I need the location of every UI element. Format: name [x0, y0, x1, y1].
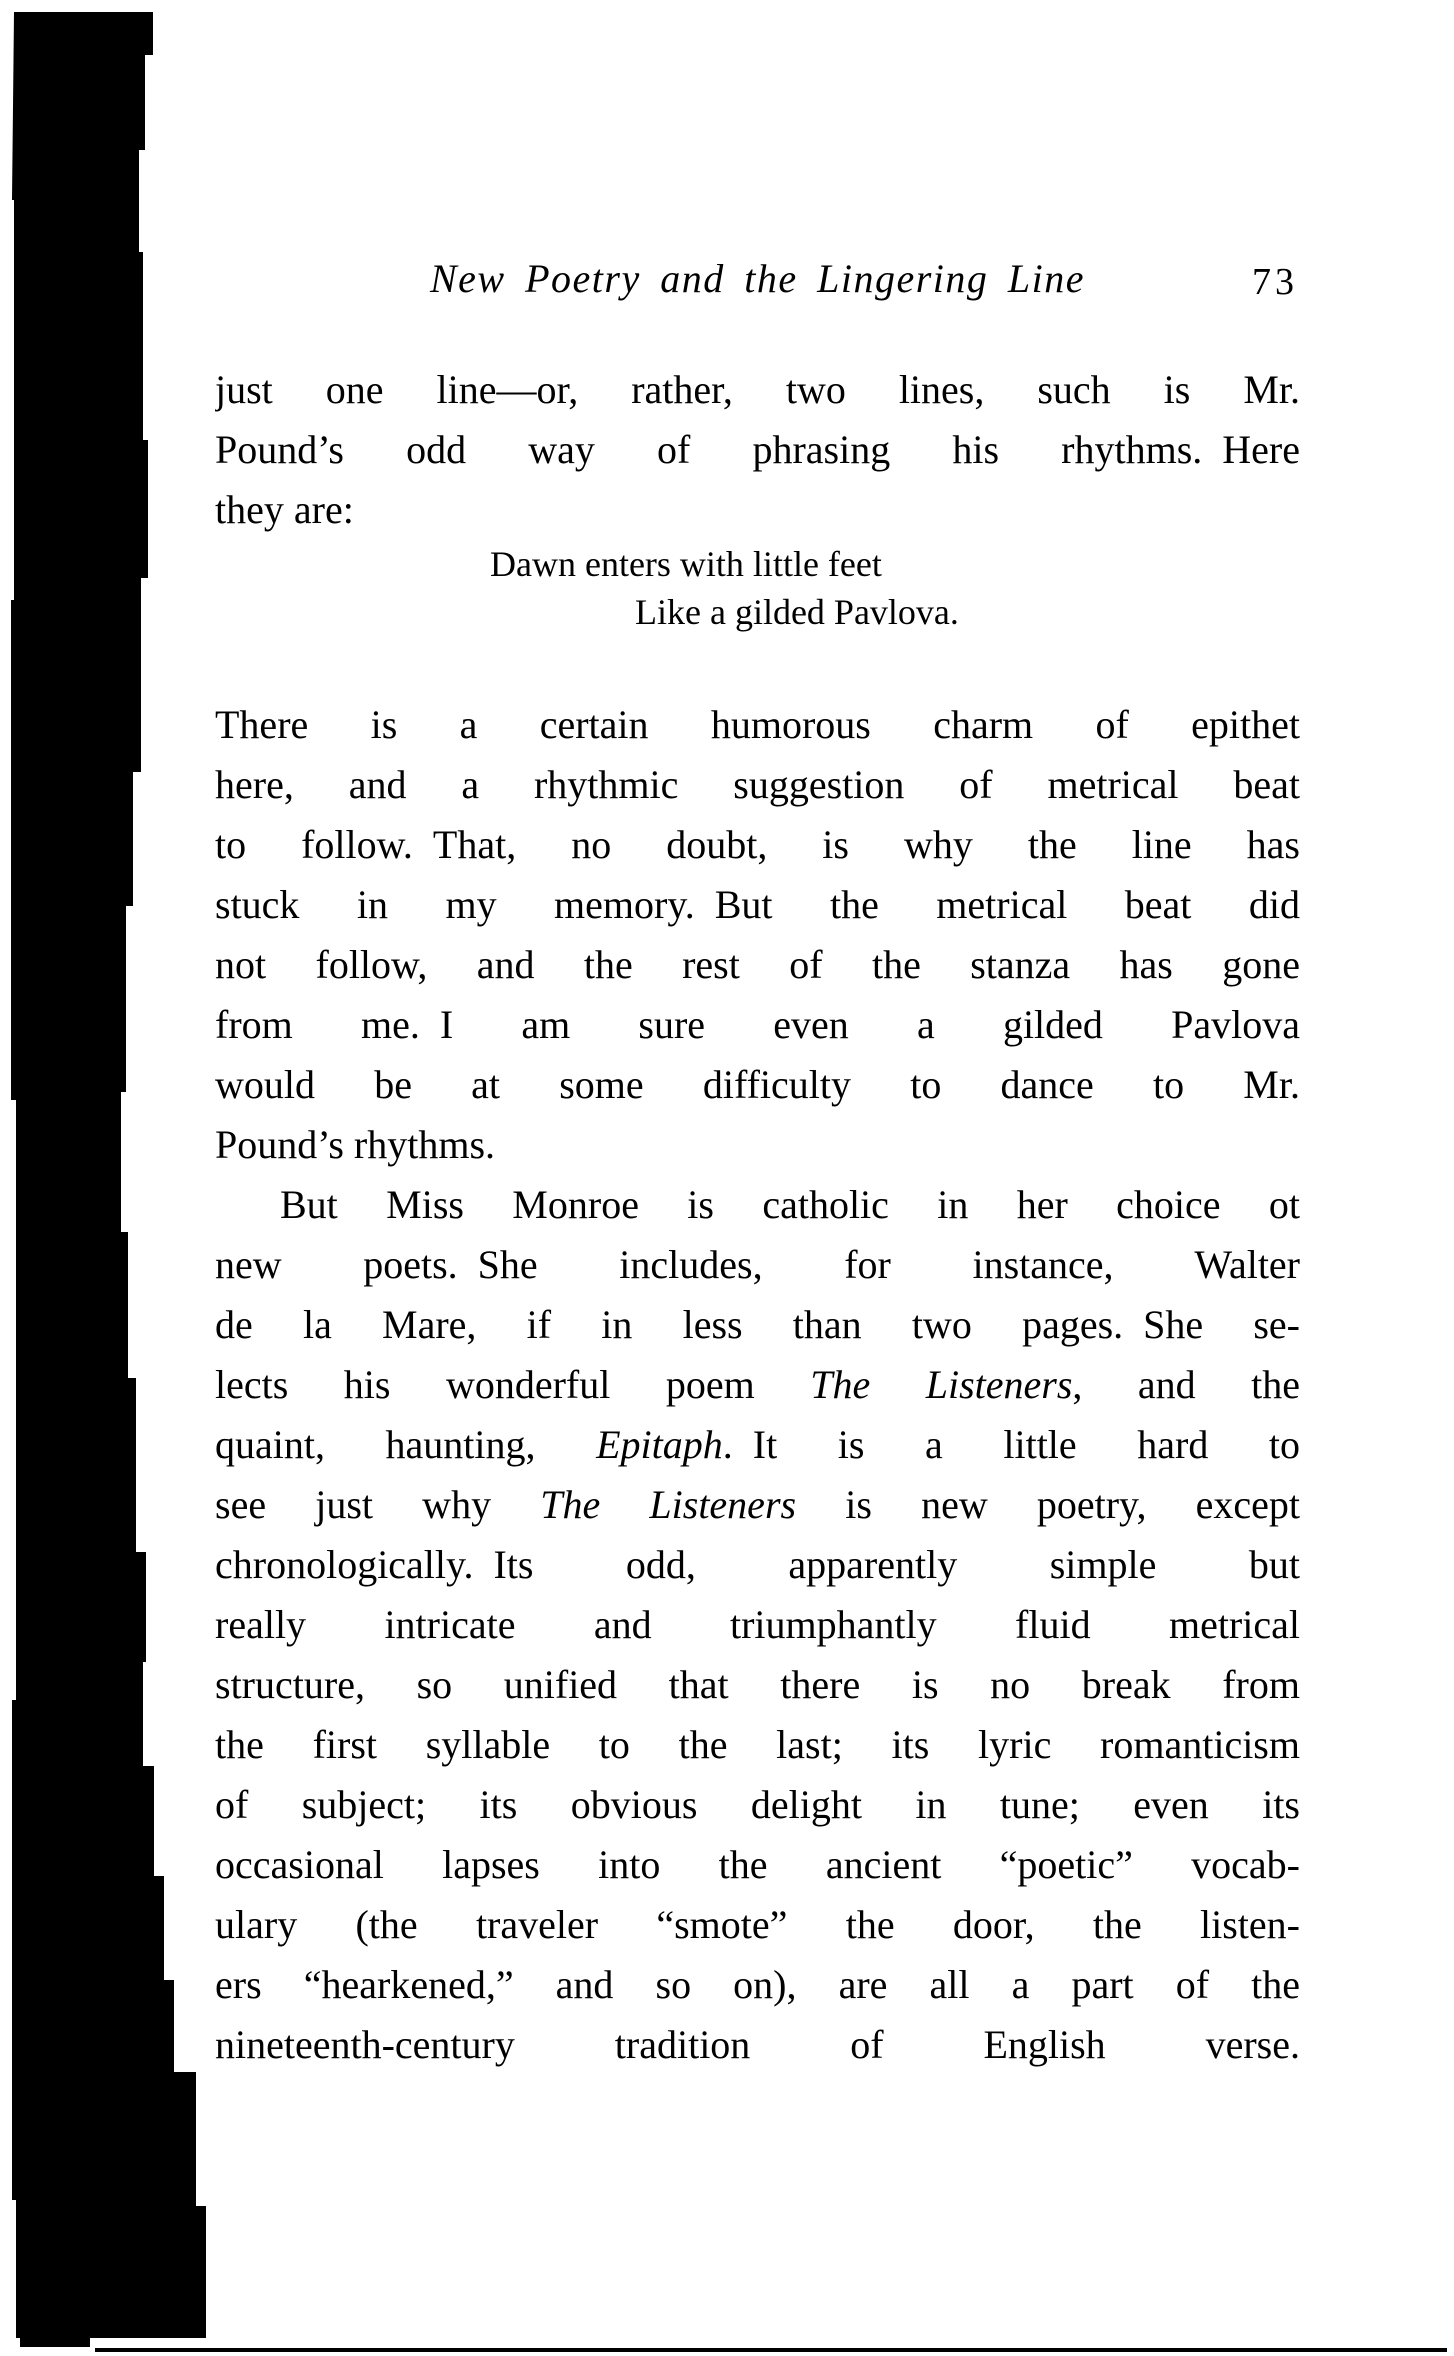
text-line	[215, 995, 1300, 1055]
text-line	[215, 755, 1300, 815]
body-text: they are:	[215, 487, 354, 532]
italic-text: Epitaph	[596, 1422, 723, 1467]
verse-quote	[215, 540, 1300, 636]
text-line	[215, 875, 1300, 935]
text-line	[215, 1055, 1300, 1115]
body-text: de la Mare, if in less than two pages. She se-	[215, 1302, 1300, 1347]
text-line	[215, 1295, 1300, 1355]
verse-line: Like a gilded Pavlova.	[635, 592, 959, 632]
text-line	[215, 1775, 1300, 1835]
text-line	[215, 1895, 1300, 1955]
text-line	[215, 695, 1300, 755]
body-text: There is a certain humorous charm of epithet	[215, 702, 1300, 747]
body-text: see just why	[215, 1482, 541, 1527]
text-line	[215, 1355, 1300, 1415]
text-line	[215, 1715, 1300, 1775]
running-head	[215, 248, 1300, 310]
text-line	[215, 1115, 1300, 1175]
body-text: really intricate and triumphantly fluid metrical	[215, 1602, 1300, 1647]
text-flow	[215, 360, 1300, 2075]
text-line	[215, 2015, 1300, 2075]
text-line	[215, 480, 1300, 540]
body-text: new poets. She includes, for instance, Walter	[215, 1242, 1300, 1287]
body-text: stuck in my memory. But the metrical beat did	[215, 882, 1300, 927]
body-text: ulary (the traveler “smote” the door, the listen-	[215, 1902, 1300, 1947]
text-line	[215, 1595, 1300, 1655]
body-text: Pound’s odd way of phrasing his rhythms. Here	[215, 427, 1300, 472]
body-text: here, and a rhythmic suggestion of metrical beat	[215, 762, 1300, 807]
body-text: quaint, haunting,	[215, 1422, 597, 1467]
text-line	[215, 1955, 1300, 2015]
body-text: structure, so unified that there is no break from	[215, 1662, 1300, 1707]
text-line	[215, 1835, 1300, 1895]
body-text: chronologically. Its odd, apparently simple but	[215, 1542, 1300, 1587]
body-text: nineteenth-century tradition of English verse.	[215, 2022, 1300, 2067]
text-line	[215, 1175, 1300, 1235]
paragraph	[215, 695, 1300, 1175]
body-text: But Miss Monroe is catholic in her choice ot	[280, 1182, 1300, 1227]
scan-edge-line	[95, 2348, 1447, 2352]
gutter-shadow-shape	[11, 12, 206, 2347]
text-line	[215, 1655, 1300, 1715]
italic-text: The Listeners	[540, 1482, 797, 1527]
body-text: to follow. That, no doubt, is why the line has	[215, 822, 1300, 867]
body-text: would be at some difficulty to dance to Mr.	[215, 1062, 1300, 1107]
body-text: not follow, and the rest of the stanza has gone	[215, 942, 1300, 987]
text-line	[215, 1235, 1300, 1295]
body-text: . It is a little hard to	[722, 1422, 1300, 1467]
text-line	[215, 1475, 1300, 1535]
page-number: 73	[1252, 261, 1298, 303]
text-line	[215, 1535, 1300, 1595]
body-text: , and the	[1072, 1362, 1300, 1407]
body-text: the first syllable to the last; its lyric romanticism	[215, 1722, 1300, 1767]
verse-line: Dawn enters with little feet	[490, 544, 882, 584]
body-text: Pound’s rhythms.	[215, 1122, 496, 1167]
body-text: occasional lapses into the ancient “poetic” vocab-	[215, 1842, 1300, 1887]
body-text: lects his wonderful poem	[215, 1362, 811, 1407]
text-line	[215, 815, 1300, 875]
body-text: from me. I am sure even a gilded Pavlova	[215, 1002, 1300, 1047]
chapter-title: New Poetry and the Lingering Line	[429, 256, 1085, 301]
body-text: is new poetry, except	[796, 1482, 1300, 1527]
paragraph	[215, 360, 1300, 540]
text-line	[215, 935, 1300, 995]
body-text: ers “hearkened,” and so on), are all a part of the	[215, 1962, 1300, 2007]
text-line	[215, 360, 1300, 420]
body-text: just one line—or, rather, two lines, such is Mr.	[215, 367, 1300, 412]
paragraph	[215, 1175, 1300, 2075]
italic-text: The Listeners	[810, 1362, 1073, 1407]
text-line	[215, 1415, 1300, 1475]
text-line	[215, 420, 1300, 480]
body-text: of subject; its obvious delight in tune; even its	[215, 1782, 1300, 1827]
